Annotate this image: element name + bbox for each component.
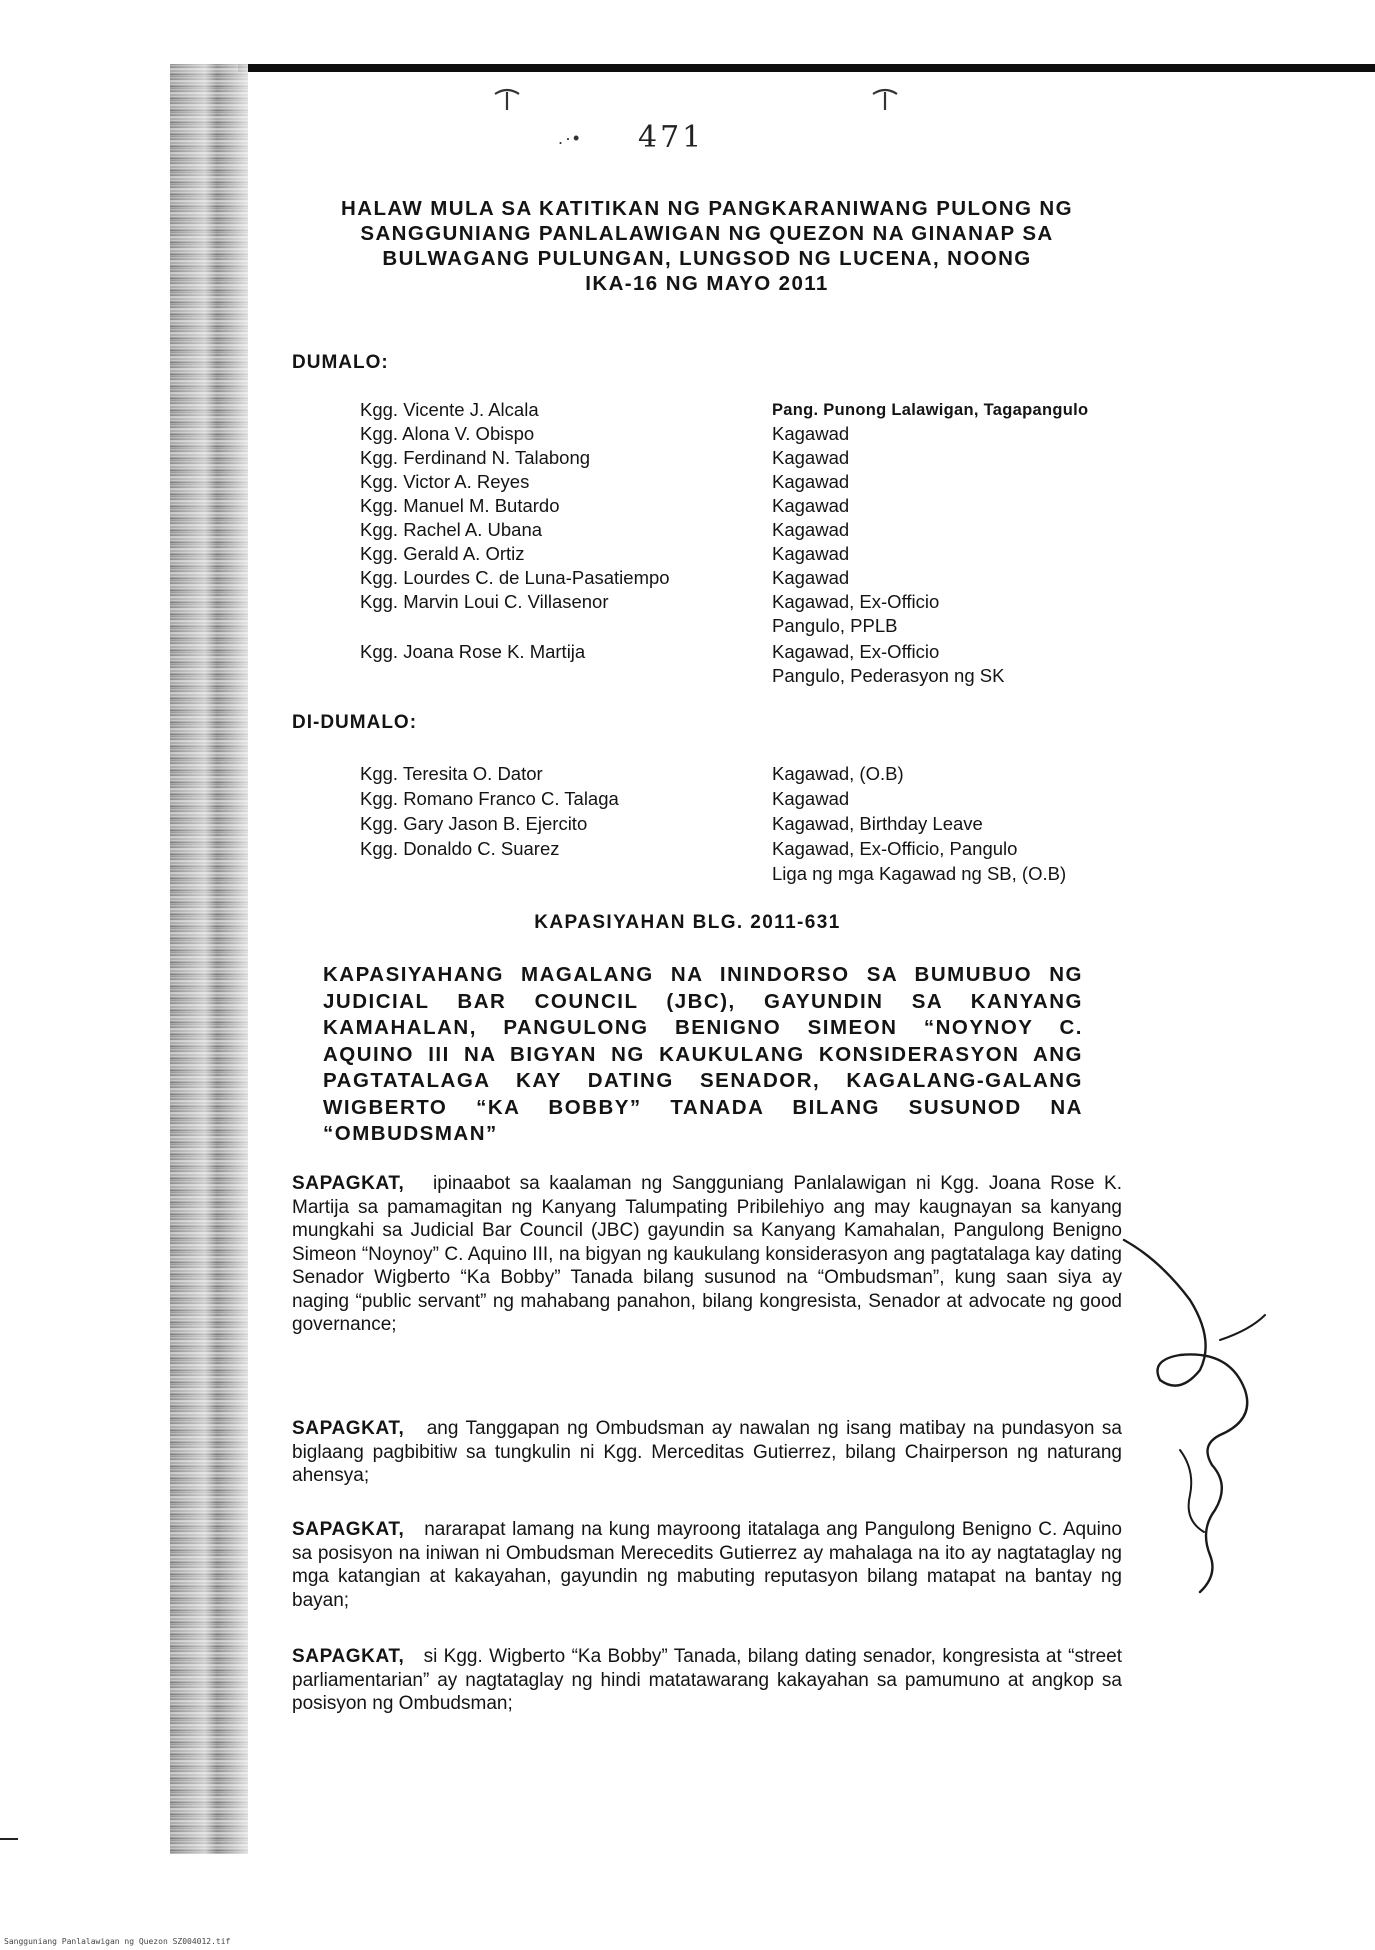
whereas-paragraph xyxy=(292,1645,1122,1716)
member-name: Kgg. Rachel A. Ubana xyxy=(360,519,543,540)
member-name: Kgg. Vicente J. Alcala xyxy=(360,399,539,420)
member-name: Kgg. Joana Rose K. Martija xyxy=(360,641,586,662)
member-role: Kagawad xyxy=(772,423,850,444)
member-role: Kagawad xyxy=(772,567,850,588)
whereas-paragraph xyxy=(292,1172,1122,1337)
header-line: BULWAGANG PULUNGAN, LUNGSOD NG LUCENA, NOONG xyxy=(382,247,1032,270)
whereas-paragraph xyxy=(292,1518,1122,1612)
member-role: Kagawad, (O.B) xyxy=(772,763,904,784)
minutes-header xyxy=(292,196,1122,296)
scan-footer: Sangguniang Panlalawigan ng Quezon SZ004012.tif xyxy=(4,1937,231,1946)
member-role: Kagawad xyxy=(772,519,850,540)
whereas-text: si Kgg. Wigberto “Ka Bobby” Tanada, bilang dating senador, kongresista at “street parliamentarian” ay nagtataglay ng hindi matatawarang kakayahan sa pamumuno at angkop sa posisyon ng Ombudsman; xyxy=(292,1646,1122,1714)
member-name: Kgg. Victor A. Reyes xyxy=(360,471,530,492)
scan-top-edge xyxy=(238,64,1375,72)
member-role: Kagawad xyxy=(772,495,850,516)
whereas-lead: SAPAGKAT, xyxy=(292,1646,405,1667)
whereas-lead: SAPAGKAT, xyxy=(292,1173,405,1194)
member-role: Kagawad xyxy=(772,471,850,492)
member-role-line2: Pangulo, PPLB xyxy=(772,615,898,636)
member-name: Kgg. Teresita O. Dator xyxy=(360,763,543,784)
header-line: HALAW MULA SA KATITIKAN NG PANGKARANIWANG PULONG NG xyxy=(341,197,1073,220)
header-line: SANGGUNIANG PANLALAWIGAN NG QUEZON NA GINANAP SA xyxy=(360,222,1054,245)
resolution-title: KAPASIYAHANG MAGALANG NA ININDORSO SA BUMUBUO NG JUDICIAL BAR COUNCIL (JBC), GAYUNDIN SA KANYANG KAMAHALAN, PANGULONG BENIGNO SIMEON “NOYNOY C. AQUINO III NA BIGYAN NG KAUKULANG KONSIDERASYON ANG PAGTATALAGA KAY DATING SENADOR, KAGALANG-GALANG WIGBERTO “KA BOBBY” TANADA BILANG SUSUNOD NA “OMBUDSMAN” xyxy=(323,963,1083,1145)
absent-label: DI-DUMALO: xyxy=(292,712,418,733)
handwritten-signature xyxy=(1120,1220,1270,1600)
member-role: Kagawad, Ex-Officio, Pangulo xyxy=(772,838,1018,859)
member-name: Kgg. Lourdes C. de Luna-Pasatiempo xyxy=(360,567,670,588)
margin-tick xyxy=(0,1838,18,1840)
scan-specks: .·• xyxy=(558,128,582,148)
member-name: Kgg. Ferdinand N. Talabong xyxy=(360,447,591,468)
member-role: Kagawad, Ex-Officio xyxy=(772,591,940,612)
punch-hole-mark-right xyxy=(870,84,900,118)
member-name: Kgg. Marvin Loui C. Villasenor xyxy=(360,591,609,612)
whereas-text: ipinaabot sa kaalaman ng Sangguniang Panlalawigan ni Kgg. Joana Rose K. Martija sa pamamagitan ng Kanyang Talumpating Pribilehiyo ang may kaugnayan sa kanyang mungkahi sa Judicial Bar Council (JBC) gayundin sa Kanyang Kamahalan, Pangulong Benigno Simeon “Noynoy” C. Aquino III, na bigyan ng kaukulang konsiderasyon ang pagtatalaga kay dating Senador Wigberto “Ka Bobby” Tanada bilang susunod na “Ombudsman”, kung saan siya ay naging “public servant” ng mahabang panahon, bilang kongresista, Senador at advocate ng good governance; xyxy=(292,1173,1122,1335)
member-name: Kgg. Gerald A. Ortiz xyxy=(360,543,525,564)
member-name: Kgg. Gary Jason B. Ejercito xyxy=(360,813,588,834)
member-name: Kgg. Romano Franco C. Talaga xyxy=(360,788,619,809)
whereas-text: nararapat lamang na kung mayroong itatalaga ang Pangulong Benigno C. Aquino sa posisyon na iniwan ni Ombudsman Merecedits Gutierrez ay mahalaga na ito ay nagtataglay ng mga katangian at kakayahan, gayundin ng mabuting reputasyon bilang matapat na bantay ng bayan; xyxy=(292,1519,1122,1611)
member-name: Kgg. Donaldo C. Suarez xyxy=(360,838,560,859)
member-role: Kagawad xyxy=(772,788,850,809)
present-label: DUMALO: xyxy=(292,352,389,373)
punch-hole-mark-left xyxy=(492,84,522,118)
header-line: IKA-16 NG MAYO 2011 xyxy=(585,272,829,295)
whereas-paragraph xyxy=(292,1417,1122,1488)
member-role: Kagawad xyxy=(772,543,850,564)
member-role: Pang. Punong Lalawigan, Tagapangulo xyxy=(772,401,1089,419)
member-role: Kagawad, Ex-Officio xyxy=(772,641,940,662)
member-role-line2: Pangulo, Pederasyon ng SK xyxy=(772,665,1005,686)
whereas-lead: SAPAGKAT, xyxy=(292,1418,405,1439)
member-role: Kagawad, Birthday Leave xyxy=(772,813,983,834)
resolution-number: KAPASIYAHAN BLG. 2011-631 xyxy=(534,912,841,933)
member-role: Kagawad xyxy=(772,447,850,468)
member-name: Kgg. Manuel M. Butardo xyxy=(360,495,560,516)
member-name: Kgg. Alona V. Obispo xyxy=(360,423,535,444)
page-number: 471 xyxy=(638,120,705,155)
member-role-line2: Liga ng mga Kagawad ng SB, (O.B) xyxy=(772,863,1067,884)
whereas-text: ang Tanggapan ng Ombudsman ay nawalan ng isang matibay na pundasyon sa biglaang pagbibitiw sa tungkulin ni Kgg. Merceditas Gutierrez, bilang Chairperson ng naturang ahensya; xyxy=(292,1418,1122,1486)
whereas-lead: SAPAGKAT, xyxy=(292,1519,405,1540)
